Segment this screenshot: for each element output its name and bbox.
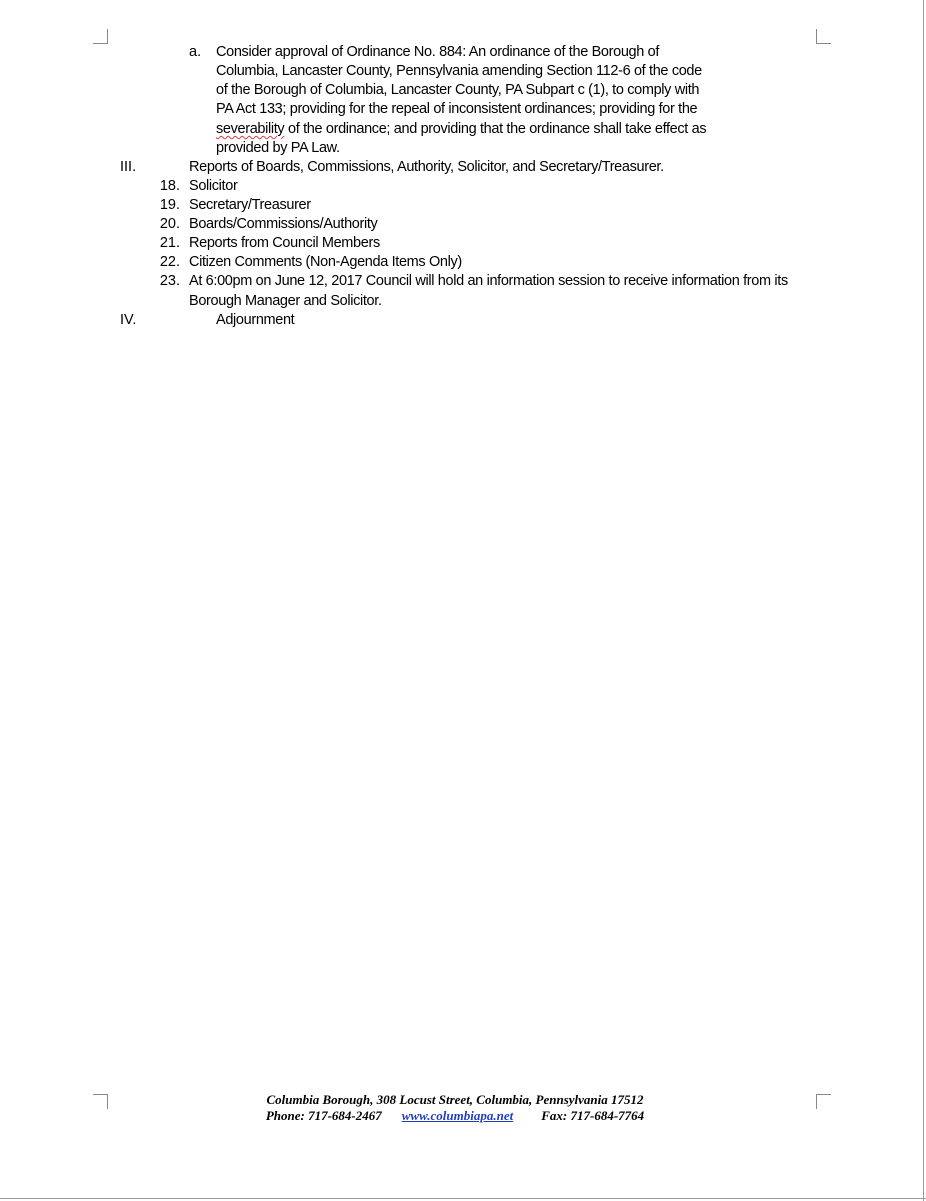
item-a-line-4: PA Act 133; providing for the repeal of inconsistent ordinances; providing for the [216, 101, 698, 117]
item-a-marker: a. [189, 44, 202, 60]
footer-contact [0, 1108, 910, 1124]
item-number: 23. [159, 273, 180, 289]
item-text: At 6:00pm on June 12, 2017 Council will hold an information session to receive information from its [189, 273, 788, 289]
item-text-continued: Borough Manager and Solicitor. [189, 293, 382, 309]
item-a-line-5 [216, 120, 706, 139]
item-a-line-1: Consider approval of Ordinance No. 884: An ordinance of the Borough of [216, 44, 660, 60]
footer-website-link[interactable]: www.columbiapa.net [401, 1108, 514, 1123]
item-text: Citizen Comments (Non-Agenda Items Only) [189, 254, 462, 270]
page-edge-right [923, 0, 924, 1201]
footer-fax: Fax: 717-684-7764 [541, 1108, 645, 1123]
item-a-line-2: Columbia, Lancaster County, Pennsylvania amending Section 112-6 of the code [216, 63, 702, 79]
item-a-line-5-rest: of the ordinance; and providing that the ordinance shall take effect as [284, 121, 707, 137]
item-text: Solicitor [189, 178, 238, 194]
item-a-line-3: of the Borough of Columbia, Lancaster County, PA Subpart c (1), to comply with [216, 82, 700, 98]
footer-phone: Phone: 717-684-2467 [265, 1108, 382, 1123]
item-a-line-6: provided by PA Law. [216, 140, 340, 156]
item-number: 22. [159, 254, 180, 270]
item-text: Reports from Council Members [189, 235, 380, 251]
section-3-title: Reports of Boards, Commissions, Authority, Solicitor, and Secretary/Treasurer. [189, 159, 664, 175]
item-text: Secretary/Treasurer [189, 197, 311, 213]
crop-mark-top-left [93, 29, 108, 44]
section-3-numeral: III. [120, 159, 137, 175]
item-text: Boards/Commissions/Authority [189, 216, 378, 232]
footer-address: Columbia Borough, 308 Locust Street, Columbia, Pennsylvania 17512 [266, 1092, 644, 1107]
spellcheck-word: severability [216, 121, 285, 137]
section-4-numeral: IV. [120, 312, 137, 328]
item-number: 21. [159, 235, 180, 251]
item-number: 20. [159, 216, 180, 232]
item-number: 19. [159, 197, 180, 213]
page-edge-bottom [0, 1198, 926, 1199]
crop-mark-top-right [816, 29, 831, 44]
section-4-title: Adjournment [216, 312, 295, 328]
item-number: 18. [159, 178, 180, 194]
